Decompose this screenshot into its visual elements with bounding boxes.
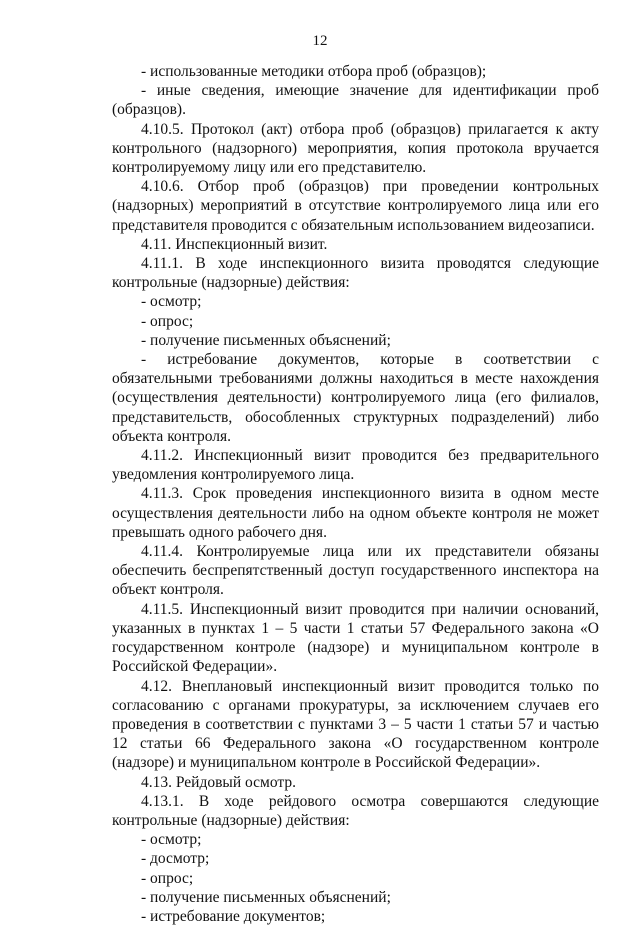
list-item: - опрос; xyxy=(141,869,194,887)
list-item: - получение письменных объяснений; xyxy=(141,888,391,906)
paragraph: 4.11.1. В ходе инспекционного визита проводятся следующие контрольные (надзорные) действия: xyxy=(112,255,599,292)
list-item: - иные сведения, имеющие значение для идентификации проб (образцов). xyxy=(112,82,599,119)
section-heading: 4.11. Инспекционный визит. xyxy=(141,235,328,253)
list-item: - получение письменных объяснений; xyxy=(141,331,391,349)
list-item: - опрос; xyxy=(141,312,194,330)
page-number: 12 xyxy=(312,33,328,49)
list-item: - истребование документов, которые в соответствии с обязательными требованиями должны находиться в месте нахождения (осуществления деятельности) контролируемого лица (его филиалов, представительств, обособленных структурных подразделений) либо объекта контроля. xyxy=(112,351,599,445)
paragraph: 4.11.4. Контролируемые лица или их представители обязаны обеспечить беспрепятственный доступ государственного инспектора на объект контроля. xyxy=(112,543,599,599)
paragraph: 4.11.5. Инспекционный визит проводится при наличии оснований, указанных в пунктах 1 – 5 части 1 статьи 57 Федерального закона «О государственном контроле (надзоре) и муниципальном контроле в Российской Федерации». xyxy=(112,600,599,676)
paragraph: 4.11.2. Инспекционный визит проводится без предварительного уведомления контролируемого лица. xyxy=(112,447,599,484)
paragraph: 4.10.5. Протокол (акт) отбора проб (образцов) прилагается к акту контрольного (надзорного) мероприятия, копия протокола вручается контролируемому лицу или его представителю. xyxy=(112,120,599,177)
section-heading: 4.13. Рейдовый осмотр. xyxy=(141,773,296,791)
paragraph: 4.12. Внеплановый инспекционный визит проводится только по согласованию с органами прокуратуры, за исключением случаев его проведения в соответствии с пунктами 3 – 5 части 1 статьи 57 и частью 12 статьи 66 Федерального закона «О государственном контроле (надзоре) и муниципальном контроле в Российской Федерации». xyxy=(112,677,599,772)
list-item: - досмотр; xyxy=(141,850,210,868)
document-body xyxy=(112,62,599,926)
paragraph: 4.11.3. Срок проведения инспекционного визита в одном месте осуществления деятельности либо на одном объекте контроля не может превышать одного рабочего дня. xyxy=(112,485,599,541)
list-item: - использованные методики отбора проб (образцов); xyxy=(141,63,487,80)
list-item: - осмотр; xyxy=(141,831,202,849)
list-item: - истребование документов; xyxy=(141,907,326,925)
paragraph: 4.13.1. В ходе рейдового осмотра совершаются следующие контрольные (надзорные) действия: xyxy=(112,792,599,829)
paragraph: 4.10.6. Отбор проб (образцов) при проведении контрольных (надзорных) мероприятий в отсутствие контролируемого лица или его представителя проводится с обязательным использованием видеозаписи. xyxy=(112,178,599,234)
list-item: - осмотр; xyxy=(141,293,202,311)
